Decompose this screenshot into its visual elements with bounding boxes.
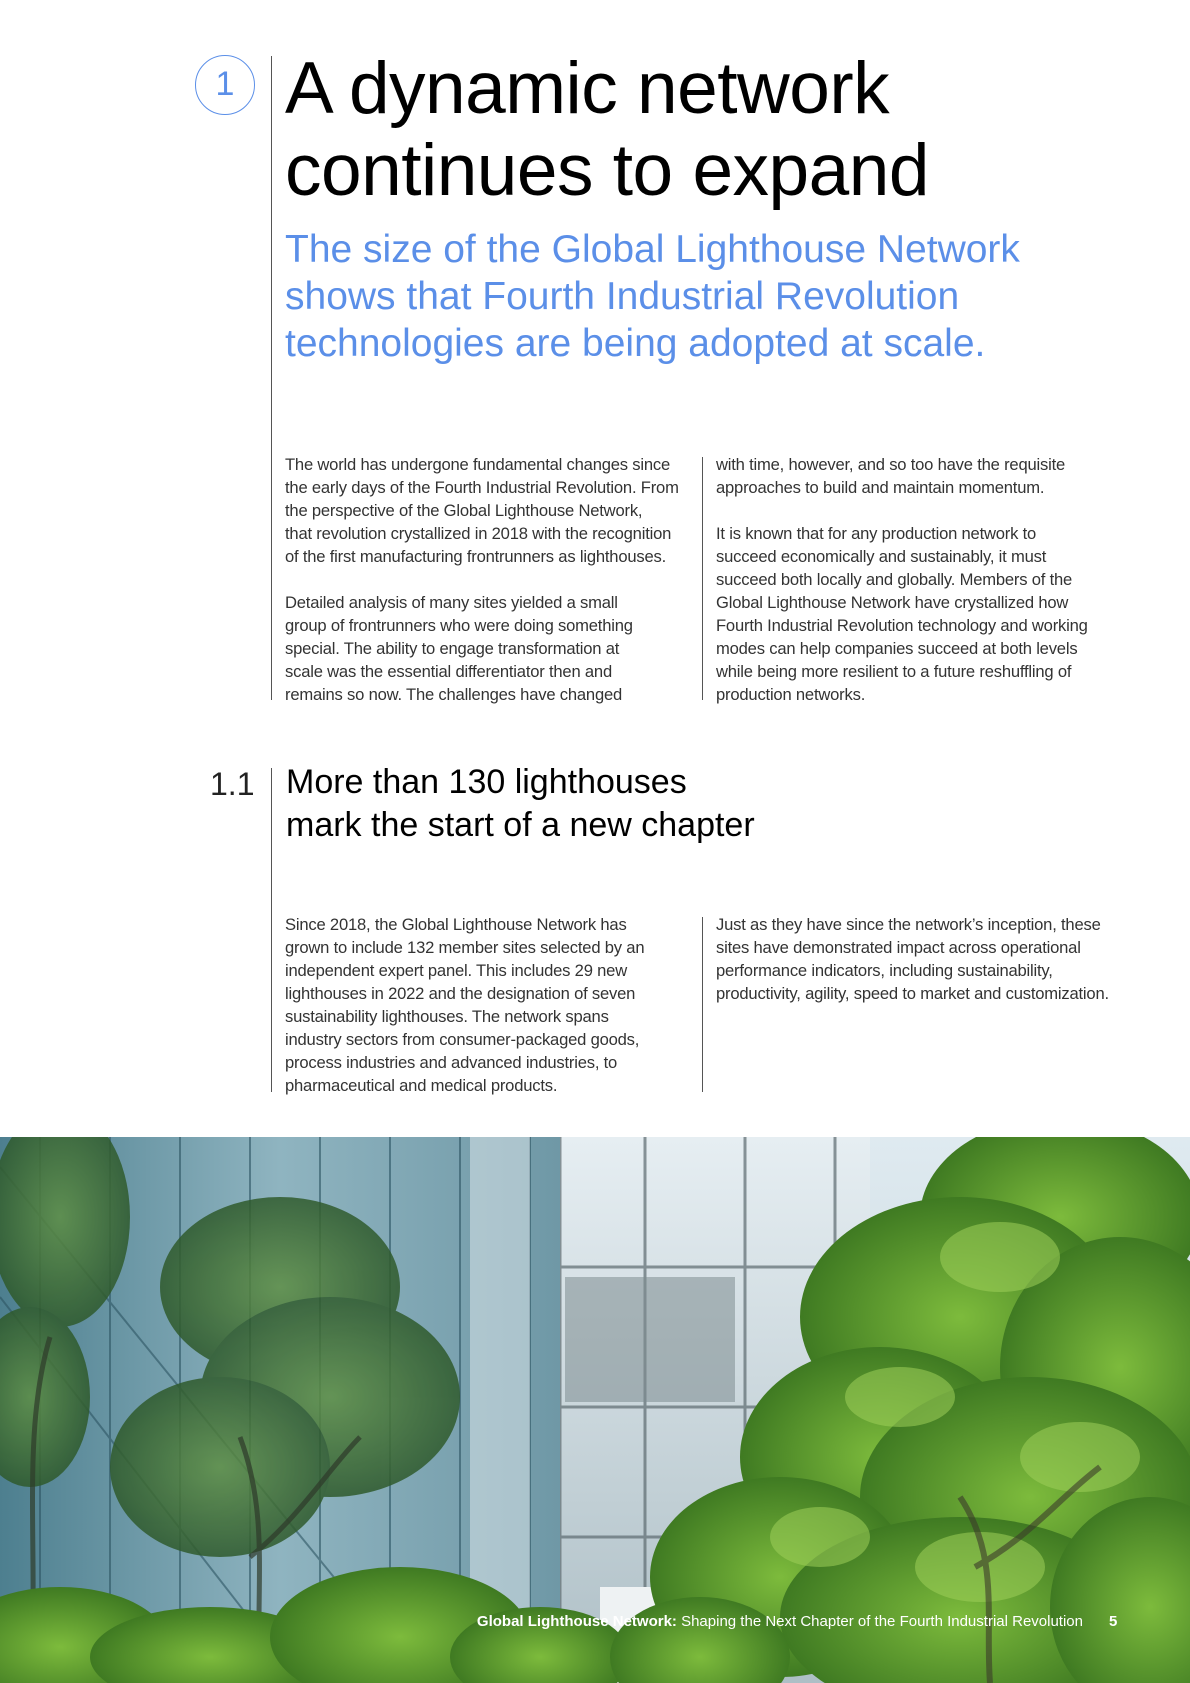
intro-col2-line: Fourth Industrial Revolution technology and working bbox=[716, 616, 1088, 635]
section-col1-line: industry sectors from consumer-packaged goods, bbox=[285, 1030, 640, 1049]
intro-col1-line: that revolution crystallized in 2018 with the recognition bbox=[285, 524, 672, 543]
section-number: 1.1 bbox=[210, 766, 255, 802]
intro-col2-line: It is known that for any production network to bbox=[716, 524, 1037, 543]
section-column-1 bbox=[285, 913, 695, 1097]
section-col1-line: sustainability lighthouses. The network spans bbox=[285, 1007, 609, 1026]
section-column-2 bbox=[716, 913, 1136, 1005]
intro-col2-line: Global Lighthouse Network have crystallized how bbox=[716, 593, 1069, 612]
intro-column-2 bbox=[716, 453, 1126, 706]
intro-column-1 bbox=[285, 453, 695, 706]
chapter-divider-line bbox=[271, 56, 272, 700]
page-subtitle: The size of the Global Lighthouse Network shows that Fourth Industrial Revolution technologies are being adopted at scale. bbox=[285, 228, 1020, 365]
section-col1-line: independent expert panel. This includes 29 new bbox=[285, 961, 627, 980]
footer-report-title bbox=[477, 1613, 1083, 1630]
intro-col1-line: of the first manufacturing frontrunners as lighthouses. bbox=[285, 547, 667, 566]
section-col1-line: pharmaceutical and medical products. bbox=[285, 1076, 558, 1095]
section-divider-line bbox=[271, 768, 272, 1092]
title-line-1: A dynamic network bbox=[285, 48, 890, 129]
intro-col1-line: scale was the essential differentiator then and bbox=[285, 662, 612, 681]
intro-col1-line: The world has undergone fundamental changes since bbox=[285, 455, 671, 474]
section-col2-line: productivity, agility, speed to market and customization. bbox=[716, 984, 1109, 1003]
intro-col1-line: remains so now. The challenges have changed bbox=[285, 685, 623, 704]
title-line-2: continues to expand bbox=[285, 130, 929, 211]
section-col1-line: grown to include 132 member sites selected by an bbox=[285, 938, 645, 957]
column-divider bbox=[702, 457, 703, 700]
column-divider bbox=[702, 917, 703, 1092]
section-title-line-1: More than 130 lighthouses bbox=[286, 763, 687, 801]
intro-col2-line: while being more resilient to a future reshuffling of bbox=[716, 662, 1072, 681]
intro-col2-line: modes can help companies succeed at both levels bbox=[716, 639, 1078, 658]
intro-col1-line: group of frontrunners who were doing something bbox=[285, 616, 633, 635]
section-title-line-2: mark the start of a new chapter bbox=[286, 806, 755, 844]
section-col2-line: Just as they have since the network’s inception, these bbox=[716, 915, 1101, 934]
intro-col2-line: approaches to build and maintain momentum. bbox=[716, 478, 1045, 497]
section-col1-line: lighthouses in 2022 and the designation of seven bbox=[285, 984, 636, 1003]
footer-report-rest: Shaping the Next Chapter of the Fourth Industrial Revolution bbox=[676, 1613, 1083, 1630]
intro-col2-line: production networks. bbox=[716, 685, 866, 704]
page-number: 5 bbox=[1109, 1613, 1118, 1630]
intro-col1-line: the perspective of the Global Lighthouse Network, bbox=[285, 501, 643, 520]
section-col1-line: process industries and advanced industries, to bbox=[285, 1053, 618, 1072]
page-title bbox=[285, 48, 1105, 212]
building-trees-photo bbox=[0, 1137, 1190, 1683]
intro-col2-line: with time, however, and so too have the requisite bbox=[716, 455, 1066, 474]
chapter-number-badge: 1 bbox=[195, 55, 255, 115]
intro-col2-line: succeed both locally and globally. Members of the bbox=[716, 570, 1073, 589]
section-col1-line: Since 2018, the Global Lighthouse Network has bbox=[285, 915, 627, 934]
section-col2-line: sites have demonstrated impact across operational bbox=[716, 938, 1081, 957]
intro-col1-line: special. The ability to engage transformation at bbox=[285, 639, 620, 658]
intro-col2-line bbox=[716, 499, 1126, 522]
intro-col1-line bbox=[285, 568, 695, 591]
section-title bbox=[286, 761, 986, 847]
intro-col2-line: succeed economically and sustainably, it must bbox=[716, 547, 1047, 566]
section-col2-line: performance indicators, including sustainability, bbox=[716, 961, 1053, 980]
intro-col1-line: Detailed analysis of many sites yielded a small bbox=[285, 593, 618, 612]
intro-col1-line: the early days of the Fourth Industrial Revolution. From bbox=[285, 478, 679, 497]
footer-report-bold: Global Lighthouse Network: bbox=[476, 1613, 677, 1630]
